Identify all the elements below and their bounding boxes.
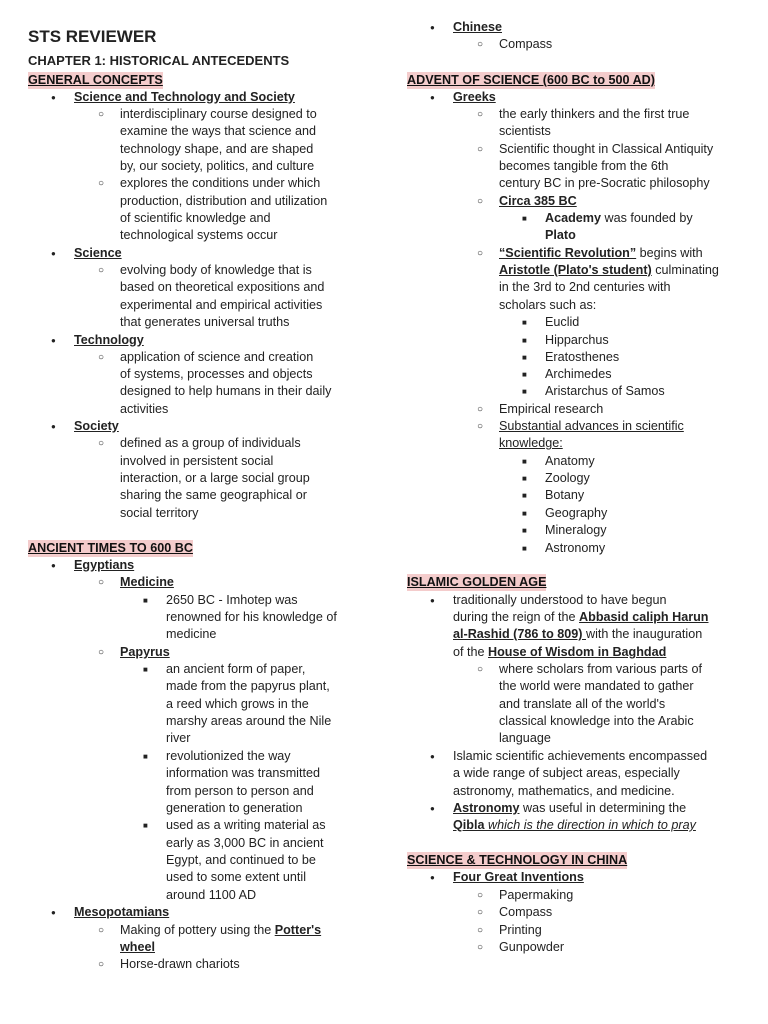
text-run: of the [453,645,489,659]
text-run: Society [74,419,119,433]
outline-line [499,158,668,175]
text-run: Compass [499,905,553,919]
outline-line [545,366,612,383]
text-run: an ancient form of paper, [166,662,306,676]
text-run: Euclid [545,315,580,329]
text-run: marshy areas around the Nile [166,714,332,728]
text-run: traditionally understood to have begun [453,593,667,607]
hollow-bullet-icon [477,193,483,210]
text-run: generation to generation [166,801,303,815]
text-run: designed to help humans in their daily [120,384,332,398]
text-run: SCIENCE & TECHNOLOGY IN CHINA [407,853,628,867]
outline-line [545,227,576,244]
outline-line [166,661,305,678]
text-run: scholars such as: [499,298,597,312]
text-run: ISLAMIC GOLDEN AGE [407,575,547,589]
outline-line [120,505,198,522]
outline-line [499,262,719,279]
outline-line [499,401,603,418]
text-run: Medicine [120,575,174,589]
outline-line [166,817,326,834]
outline-line [499,175,710,192]
text-run: evolving body of knowledge that is [120,263,312,277]
text-run: begins with [636,246,703,260]
text-run: based on theoretical expositions and [120,280,325,294]
outline-line [120,262,312,279]
outline-line [120,435,301,452]
outline-line [120,939,155,956]
outline-line [120,956,240,973]
square-bullet-icon [522,366,527,383]
text-run: Geography [545,506,608,520]
outline-line [120,141,313,158]
text-run: Horse-drawn chariots [120,957,240,971]
square-bullet-icon [522,470,527,487]
outline-line [499,887,573,904]
outline-line [499,904,552,921]
text-run: defined as a group of individuals [120,436,301,450]
outline-line [545,487,584,504]
outline-line [166,800,303,817]
text-run: 2650 BC - Imhotep was [166,593,298,607]
outline-line [499,106,689,123]
text-run: Papyrus [120,645,170,659]
text-run: examine the ways that science and [120,124,317,138]
bullet-icon [51,89,56,106]
outline-line [499,36,552,53]
outline-line [545,383,665,400]
text-run: activities [120,402,169,416]
square-bullet-icon [143,661,148,678]
outline-line [74,557,134,574]
hollow-bullet-icon [98,574,104,591]
outline-line [120,453,273,470]
text-run: Anatomy [545,454,595,468]
text-run: with the inauguration [585,627,703,641]
outline-line [120,210,271,227]
outline-line [453,89,496,106]
text-run: early as 3,000 BC in ancient [166,836,324,850]
outline-line [166,869,306,886]
outline-line [499,279,671,296]
outline-line [166,748,291,765]
text-run: was founded by [601,211,693,225]
text-run: used as a writing material as [166,818,326,832]
text-run: was useful in determining the [519,801,687,815]
outline-line [453,644,666,661]
hollow-bullet-icon [477,245,483,262]
hollow-bullet-icon [477,661,483,678]
outline-line [166,852,316,869]
text-run: Mesopotamians [74,905,170,919]
text-run: Abbasid caliph Harun [579,610,709,624]
text-run: Compass [499,37,553,51]
hollow-bullet-icon [477,939,483,956]
text-run: a wide range of subject areas, especially [453,766,680,780]
outline-line [166,887,256,904]
text-run: information was transmitted [166,766,320,780]
hollow-bullet-icon [477,401,483,418]
text-run: application of science and creation [120,350,314,364]
outline-line [499,123,551,140]
outline-line [499,939,564,956]
text-run: Academy [545,211,602,225]
outline-line [545,453,595,470]
text-run: where scholars from various parts of [499,662,702,676]
bullet-icon [51,332,56,349]
outline-line [499,193,577,210]
text-run: Mineralogy [545,523,607,537]
square-bullet-icon [143,592,148,609]
text-run: river [166,731,191,745]
outline-line [120,470,310,487]
hollow-bullet-icon [98,922,104,939]
text-run: which is the direction in which to pray [484,818,696,832]
hollow-bullet-icon [98,349,104,366]
outline-line [120,106,317,123]
text-run: wheel [120,940,155,954]
outline-line [499,435,563,452]
text-run: of systems, processes and objects [120,367,313,381]
section-heading [407,72,655,89]
text-run: explores the conditions under which [120,176,321,190]
bullet-icon [51,904,56,921]
text-run: Printing [499,923,542,937]
outline-line [545,522,607,539]
outline-line [453,783,675,800]
outline-line [453,592,667,609]
text-run: Gunpowder [499,940,565,954]
square-bullet-icon [522,505,527,522]
outline-line [545,505,607,522]
text-run: Aristarchus of Samos [545,384,665,398]
outline-line [74,89,295,106]
text-run: Astronomy [545,541,606,555]
outline-line [545,332,609,349]
text-run: made from the papyrus plant, [166,679,330,693]
square-bullet-icon [522,349,527,366]
text-run: Technology [74,333,144,347]
text-run: involved in persistent social [120,454,274,468]
outline-line [120,279,324,296]
outline-line [120,227,278,244]
outline-line [499,661,702,678]
text-run: Aristotle (Plato's student) [499,263,652,277]
outline-line [166,730,191,747]
bullet-icon [51,557,56,574]
text-run: interaction, or a large social group [120,471,310,485]
text-run: Four Great Inventions [453,870,584,884]
outline-line [166,609,337,626]
hollow-bullet-icon [98,175,104,192]
text-run: technology shape, and are shaped [120,142,314,156]
square-bullet-icon [522,210,527,227]
hollow-bullet-icon [98,106,104,123]
text-run: production, distribution and utilization [120,194,328,208]
outline-line [453,748,707,765]
text-run: that generates universal truths [120,315,290,329]
outline-line [120,349,313,366]
text-run: Plato [545,228,576,242]
outline-line [120,487,307,504]
outline-line [166,626,216,643]
outline-line [453,765,680,782]
text-run: Greeks [453,90,496,104]
text-run: interdisciplinary course designed to [120,107,317,121]
text-run: Science and Technology and Society [74,90,295,104]
outline-line [120,297,322,314]
outline-line [453,19,502,36]
hollow-bullet-icon [477,36,483,53]
text-run: during the reign of the [453,610,580,624]
outline-line [166,783,314,800]
text-run: technological systems occur [120,228,278,242]
text-run: from person to person and [166,784,314,798]
square-bullet-icon [143,817,148,834]
outline-line [453,869,584,886]
text-run: Substantial advances in scientific [499,419,684,433]
hollow-bullet-icon [477,904,483,921]
text-run: becomes tangible from the 6th [499,159,669,173]
text-run: and translate all of the world's [499,697,666,711]
square-bullet-icon [522,314,527,331]
outline-line [499,696,665,713]
text-run: by, our society, politics, and culture [120,159,315,173]
bullet-icon [430,592,435,609]
section-heading [28,540,193,557]
text-run: Hipparchus [545,333,609,347]
square-bullet-icon [522,453,527,470]
hollow-bullet-icon [98,435,104,452]
text-run: used to some extent until [166,870,307,884]
outline-line [499,713,694,730]
text-run: the world were mandated to gather [499,679,694,693]
hollow-bullet-icon [477,922,483,939]
text-run: revolutionized the way [166,749,291,763]
text-run: al-Rashid (786 to 809) [453,627,586,641]
text-run: Making of pottery using the [120,923,275,937]
text-run: sharing the same geographical or [120,488,307,502]
text-run: Archimedes [545,367,612,381]
hollow-bullet-icon [477,418,483,435]
text-run: Papermaking [499,888,574,902]
outline-line [120,922,321,939]
bullet-icon [430,19,435,36]
outline-line [120,123,316,140]
text-run: classical knowledge into the Arabic [499,714,694,728]
outline-line [499,922,542,939]
text-run: ANCIENT TIMES TO 600 BC [28,541,193,555]
bullet-icon [51,418,56,435]
outline-line [120,158,314,175]
outline-line [545,470,590,487]
text-run: experimental and empirical activities [120,298,323,312]
text-run: the early thinkers and the first true [499,107,690,121]
text-run: Egyptians [74,558,135,572]
text-run: Egypt, and continued to be [166,853,316,867]
outline-line [545,210,693,227]
outline-line [166,713,331,730]
bullet-icon [430,869,435,886]
square-bullet-icon [522,332,527,349]
section-heading [28,72,163,89]
text-run: century BC in pre-Socratic philosophy [499,176,710,190]
square-bullet-icon [522,522,527,539]
chapter-title: CHAPTER 1: HISTORICAL ANTECEDENTS [28,53,290,68]
text-run: Zoology [545,471,590,485]
outline-line [499,418,684,435]
text-run: Chinese [453,20,502,34]
text-run: House of Wisdom in Baghdad [488,645,667,659]
text-run: astronomy, mathematics, and medicine. [453,784,675,798]
text-run: culminating [651,263,719,277]
outline-line [499,730,551,747]
outline-line [120,401,168,418]
outline-line [545,540,605,557]
outline-line [120,383,331,400]
square-bullet-icon [522,383,527,400]
text-run: renowned for his knowledge of [166,610,337,624]
outline-line [166,835,324,852]
text-run: ADVENT OF SCIENCE (600 BC to 500 AD) [407,73,655,87]
bullet-icon [51,245,56,262]
hollow-bullet-icon [98,956,104,973]
text-run: “Scientific Revolution” [499,246,637,260]
section-heading [407,574,546,591]
outline-line [74,245,122,262]
outline-line [166,678,330,695]
text-run: Circa 385 BC [499,194,577,208]
outline-line [453,817,696,834]
outline-line [120,314,289,331]
outline-line [545,349,619,366]
bullet-icon [430,748,435,765]
text-run: scientists [499,124,551,138]
outline-line [453,626,702,643]
square-bullet-icon [522,487,527,504]
outline-line [74,904,169,921]
text-run: Eratosthenes [545,350,620,364]
text-run: social territory [120,506,199,520]
text-run: Potter's [274,923,322,937]
outline-line [74,418,119,435]
outline-line [499,141,713,158]
text-run: around 1100 AD [166,888,257,902]
outline-line [120,644,170,661]
outline-line [499,297,596,314]
square-bullet-icon [143,748,148,765]
text-run: Scientific thought in Classical Antiquity [499,142,714,156]
outline-line [166,592,298,609]
text-run: knowledge: [499,436,563,450]
hollow-bullet-icon [98,262,104,279]
bullet-icon [430,800,435,817]
hollow-bullet-icon [98,644,104,661]
outline-line [120,193,327,210]
outline-line [545,314,579,331]
hollow-bullet-icon [477,887,483,904]
outline-line [166,696,309,713]
text-run: GENERAL CONCEPTS [28,73,163,87]
bullet-icon [430,89,435,106]
outline-line [166,765,320,782]
outline-line [499,245,703,262]
square-bullet-icon [522,540,527,557]
text-run: Islamic scientific achievements encompassed [453,749,708,763]
text-run: Astronomy [453,801,520,815]
text-run: medicine [166,627,217,641]
outline-line [120,574,174,591]
outline-line [453,800,686,817]
outline-line [120,366,313,383]
outline-line [499,678,694,695]
text-run: of scientific knowledge and [120,211,271,225]
text-run: Empirical research [499,402,604,416]
text-run: a reed which grows in the [166,697,309,711]
document-title: STS REVIEWER [28,27,157,46]
text-run: language [499,731,551,745]
hollow-bullet-icon [477,141,483,158]
text-run: in the 3rd to 2nd centuries with [499,280,671,294]
outline-line [453,609,709,626]
outline-line [74,332,144,349]
text-run: Science [74,246,122,260]
section-heading [407,852,627,869]
outline-line [120,175,320,192]
hollow-bullet-icon [477,106,483,123]
text-run: Qibla [453,818,485,832]
text-run: Botany [545,488,585,502]
